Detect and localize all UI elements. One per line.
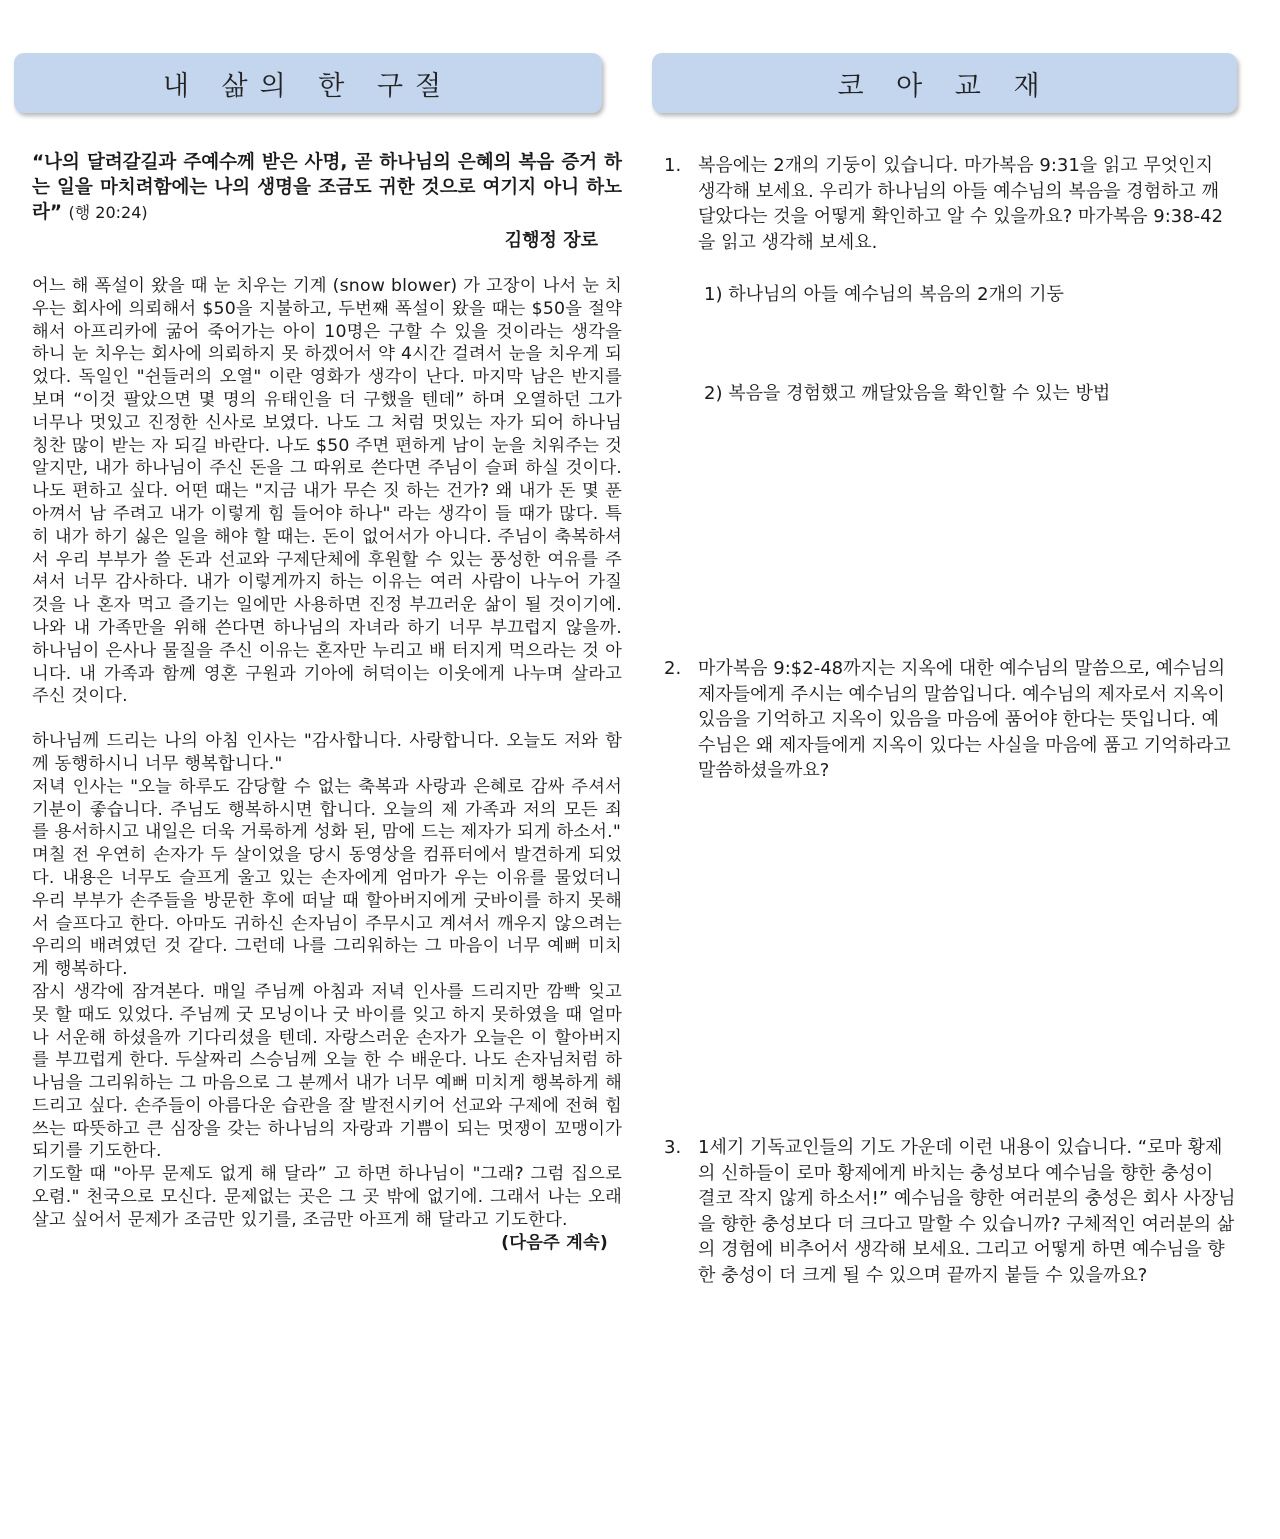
essay-paragraph: 며칠 전 우연히 손자가 두 살이었을 당시 동영상을 컴퓨터에서 발견하게 되었다. 내용은 너무도 슬프게 울고 있는 손자에게 엄마가 우는 이유를 물었더니 우리 부부가 손주들을 방문한 후에 떠날 때 할아버지에게 굿바이를 하지 못해서 슬프다고 한다. 아마도 귀하신 손자님이 주무시고 계셔서 깨우지 않으려는 우리의 배려였던 것 같다. 그런데 나를 그리워하는 그 마음이 너무 예뻐 미치게 행복하다. bbox=[32, 845, 622, 980]
verse-quote bbox=[32, 150, 622, 225]
question-item bbox=[664, 1135, 1236, 1288]
question-subitem: 1) 하나님의 아들 예수님의 복음의 2개의 기둥 bbox=[704, 284, 1064, 305]
question-text: 복음에는 2개의 기둥이 있습니다. 마가복음 9:31을 읽고 무엇인지 생각해 보세요. 우리가 하나님의 아들 예수님의 복음을 경험하고 깨달았다는 것을 어떻게 확인하고 알 수 있을까요? 마가복음 9:38-42을 읽고 생각해 보세요. bbox=[698, 155, 1224, 253]
author-name: 김행정 장로 bbox=[504, 230, 598, 251]
question-number: 3. bbox=[664, 1137, 682, 1158]
essay-paragraph: 저녁 인사는 "오늘 하루도 감당할 수 없는 축복과 사랑과 은혜로 감싸 주셔서 기분이 좋습니다. 주님도 행복하시면 합니다. 오늘의 제 가족과 저의 모든 죄를 용서하시고 내일은 더욱 거룩하게 성화 된, 맘에 드는 제자가 되게 하소서." bbox=[32, 776, 622, 843]
essay-paragraph: 하나님께 드리는 나의 아침 인사는 "감사합니다. 사랑합니다. 오늘도 저와 함께 동행하시니 너무 행복합니다." bbox=[32, 731, 622, 774]
life-verse-column bbox=[32, 150, 622, 1254]
verse-text: “나의 달려갈길과 주예수께 받은 사명, 곧 하나님의 은혜의 복음 증거 하는 일을 마치려함에는 나의 생명을 조금도 귀한 것으로 여기지 아니 하노라” bbox=[32, 152, 622, 223]
essay-paragraph: 어느 해 폭설이 왔을 때 눈 치우는 기계 (snow blower) 가 고장이 나서 눈 치우는 회사에 의뢰해서 $50을 지불하고, 두번째 폭설이 왔을 때는 $50을 절약해서 아프리카에 굶어 죽어가는 아이 10명은 구할 수 있을 것이라는 생각을 하니 눈 치우는 회사에 의뢰하지 못 하겠어서 약 4시간 걸려서 눈을 치우게 되었다. 독일인 "쉰들러의 오열" 이란 영화가 생각이 난다. 마지막 남은 반지를 보며 “이것 팔았으면 몇 명의 유태인을 더 구했을 텐데” 하며 오열하던 그가 너무나 멋있고 진정한 신사로 보였다. 나도 그 처럼 멋있는 자가 되어 하나님 칭찬 많이 받는 자 되길 바란다. 나도 $50 주면 편하게 남이 눈을 치워주는 것 알지만, 내가 하나님이 주신 돈을 그 따위로 쓴다면 주님이 슬퍼 하실 것이다. 나도 편하고 싶다. 어떤 때는 "지금 내가 무슨 짓 하는 건가? 왜 내가 돈 몇 푼 아껴서 남 주려고 내가 이렇게 힘 들어야 하나" 라는 생각이 들 때가 많다. 특히 내가 하기 싫은 일을 해야 할 때는. 돈이 없어서가 아니다. 주님이 축복하셔서 우리 부부가 쓸 돈과 선교와 구제단체에 후원할 수 있는 풍성한 여유를 주셔서 너무 감사하다. 내가 이렇게까지 하는 이유는 여러 사람이 나누어 가질 것을 나 혼자 먹고 즐기는 일에만 사용하면 진정 부끄러운 삶이 될 것이기에. 나와 내 가족만을 위해 쓴다면 하나님의 자녀라 하기 너무 부끄럽지 않을까. 하나님이 은사나 물질을 주신 이유는 혼자만 누리고 배 터지게 먹으라는 것 아니다. 내 가족과 함께 영혼 구원과 기아에 허덕이는 이웃에게 나누며 살라고 주신 것이다. bbox=[32, 276, 622, 707]
question-number: 2. bbox=[664, 658, 682, 679]
essay-body bbox=[32, 275, 622, 1253]
essay-paragraph bbox=[32, 1163, 622, 1253]
question-subitem: 2) 복음을 경험했고 깨달았음을 확인할 수 있는 방법 bbox=[704, 383, 1111, 404]
question-number: 1. bbox=[664, 155, 682, 176]
essay-paragraph-text: 기도할 때 "아무 문제도 없게 해 달라” 고 하면 하나님이 "그래? 그럼 집으로 오렴." 천국으로 모신다. 문제없는 곳은 그 곳 밖에 없기에. 그래서 나는 오래 살고 싶어서 문제가 조금만 있기를, 조금만 아프게 해 달라고 기도한다. bbox=[32, 1164, 622, 1230]
question-text: 마가복음 9:$2-48까지는 지옥에 대한 예수님의 말씀으로, 예수님의 제자들에게 주시는 예수님의 말씀입니다. 예수님의 제자로서 지옥이 있음을 기억하고 지옥이 있음을 마음에 품어야 한다는 뜻입니다. 예수님은 왜 제자들에게 지옥이 있다는 사실을 마음에 품고 기억하라고 말씀하셨을까요? bbox=[698, 658, 1231, 781]
essay-paragraph: 잠시 생각에 잠겨본다. 매일 주님께 아침과 저녁 인사를 드리지만 깜빡 잊고 못 할 때도 있었다. 주님께 굿 모닝이나 굿 바이를 잊고 하지 못하였을 때 얼마나 서운해 하셨을까 기다리셨을 텐데. 자랑스러운 손자가 오늘은 이 할아버지를 부끄럽게 한다. 두살짜리 스승님께 오늘 한 수 배운다. 나도 손자님처럼 하나님을 그리워하는 그 마음으로 그 분께서 내가 너무 예뻐 미치게 행복하게 해 드리고 싶다. 손주들이 아름다운 습관을 잘 발전시키어 선교와 구제에 전혀 힘쓰는 따뜻하고 큰 심장을 갖는 하나님의 자랑과 기쁨이 되는 멋쟁이 꼬맹이가 되기를 기도한다. bbox=[32, 981, 622, 1162]
section-banner-core-material bbox=[652, 53, 1237, 113]
verse-reference: (행 20:24) bbox=[68, 203, 148, 222]
continued-note: (다음주 계속) bbox=[501, 1232, 608, 1253]
banner-title: 코 아 교 재 bbox=[837, 70, 1052, 102]
question-text: 1세기 기독교인들의 기도 가운데 이런 내용이 있습니다. “로마 황제의 신하들이 로마 황제에게 바치는 충성보다 예수님을 향한 충성이 결코 작지 않게 하소서!” 예수님을 향한 여러분의 충성은 회사 사장님을 향한 충성보다 더 크다고 말할 수 있습니까? 구체적인 여러분의 삶의 경험에 비추어서 생각해 보세요. 그리고 어떻게 하면 예수님을 향한 충성이 더 크게 될 수 있으며 끝까지 붙들 수 있을까요? bbox=[698, 1137, 1236, 1286]
question-item bbox=[664, 656, 1236, 784]
banner-title: 내 삶의 한 구절 bbox=[162, 70, 454, 102]
question-item bbox=[664, 153, 1236, 255]
section-banner-life-verse bbox=[14, 53, 602, 113]
